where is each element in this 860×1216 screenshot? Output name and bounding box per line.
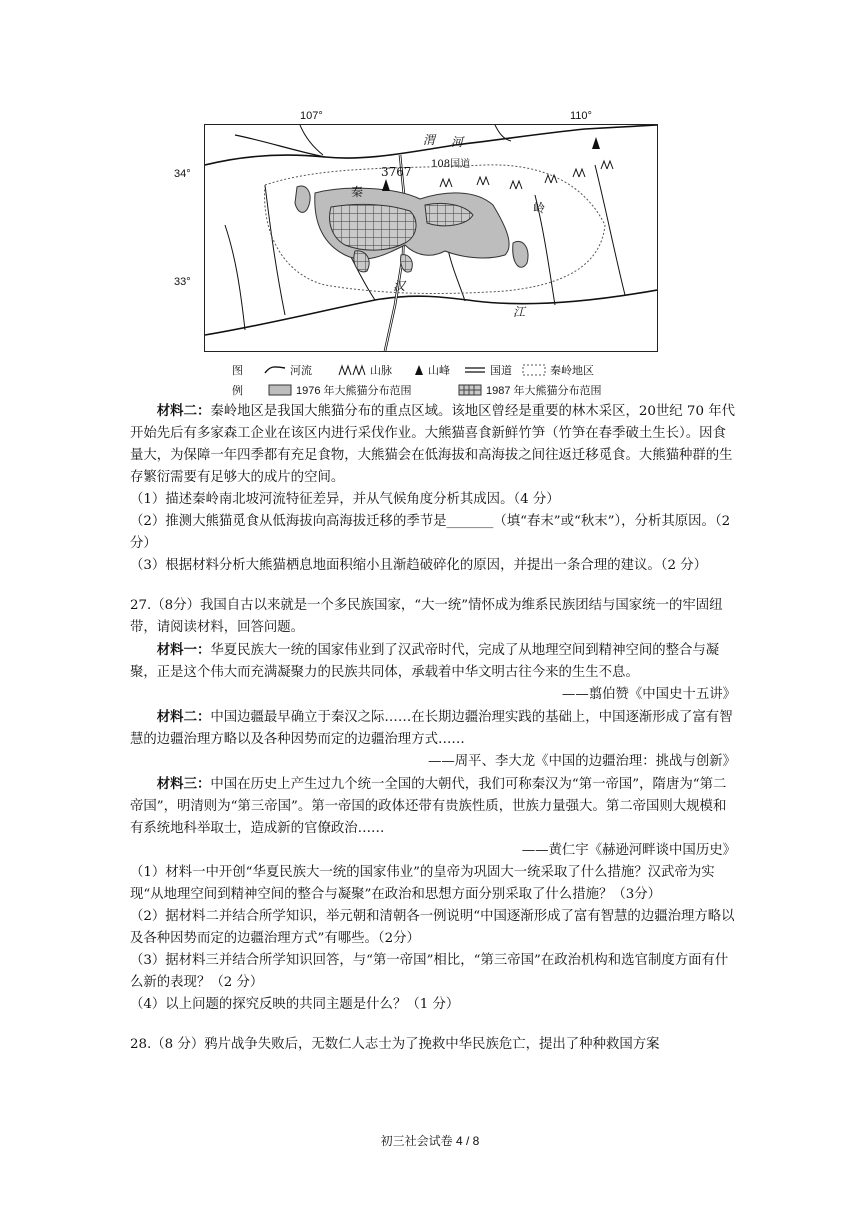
q27-sub4: （4）以上问题的探究反映的共同主题是什么？（1 分） [130,997,460,1012]
q26-material2 [130,400,736,489]
legend-1987-label: 1987 年大熊猫分布范围 [486,385,602,397]
legend-1987 [458,382,602,398]
q27-m2-text: 中国边疆最早确立于秦汉之际……在长期边疆治理实践的基础上，中国逐渐形成了富有智慧的边疆治理方略以及各种因势而定的边疆治理方式…… [130,710,733,747]
longitude-label-110: 110° [570,110,592,122]
river-char-wei: 渭 [423,133,436,147]
road-symbol-icon [464,366,486,374]
longitude-label-107: 107° [300,110,323,122]
river-char-he: 河 [451,135,464,149]
area-symbol-icon [522,364,546,376]
legend-peak [414,362,450,378]
q27-intro: 27.（8分）我国自古以来就是一个多民族国家，“大一统”情怀成为维系民族团结与国家统一的牢固纽带，请阅读材料，回答问题。 [130,598,723,635]
q27-m2-label: 材料二： [156,709,211,725]
legend-mountain-label: 山脉 [370,365,392,377]
legend-area-label: 秦岭地区 [550,365,594,377]
legend-river-label: 河流 [290,365,312,377]
legend-river [264,362,312,378]
mountain-char-qin: 秦 [351,185,364,199]
q27-m1-text: 华夏民族大一统的国家伟业到了汉武帝时代，完成了从地理空间到精神空间的整合与凝聚，正是这个伟大而充满凝聚力的民族共同体，承载着中华文明古往今来的生生不息。 [130,643,720,680]
q27-m3-text: 中国在历史上产生过九个统一全国的大朝代，我们可称秦汉为“第一帝国”，隋唐为“第二帝国”，明清则为“第三帝国”。第一帝国的政体还带有贵族性质，世族力量强大。第二帝国则大规模和有系统地科举取士，造成新的官僚政治…… [130,777,727,836]
q27-m2-source: ——周平、李大龙《中国的边疆治理：挑战与创新》 [428,754,736,769]
q27-material1 [130,639,736,684]
range-1987-symbol-icon [458,384,482,396]
latitude-label-33: 33° [174,276,191,288]
legend-title-tu: 图 [232,365,243,377]
road-label: 108国道 [431,159,471,170]
legend-mountain [338,362,392,378]
q27-m3-source: ——黄仁宇《赫逊河畔谈中国历史》 [521,843,736,858]
map-legend [232,360,652,400]
legend-1976 [268,382,412,398]
page-footer: 初三社会试卷 4 / 8 [380,1134,480,1148]
q27-m3-label: 材料三： [156,776,211,792]
q27-material3 [130,773,736,840]
legend-peak-label: 山峰 [428,365,450,377]
legend-road-label: 国道 [490,365,512,377]
legend-1976-label: 1976 年大熊猫分布范围 [296,385,412,397]
q27-material2 [130,706,736,751]
q27-sub1: （1）材料一中开创“华夏民族大一统的国家伟业”的皇帝为巩固大一统采取了什么措施？汉武帝为实现“从地理空间到精神空间的整合与凝聚”在政治和思想方面分别采取了什么措施？（3分） [130,865,715,902]
han-river-line [205,290,657,335]
river-char-han: 汉 [393,279,406,293]
mountain-symbol-icon [338,364,366,376]
legend-area [522,362,594,378]
q26-sub3: （3）根据材料分析大熊猫栖息地面积缩小且渐趋破碎化的原因，并提出一条合理的建议。（2 分） [130,558,707,573]
q26-sub2: （2）推测大熊猫觅食从低海拔向高海拔迁移的季节是_______（填“春末”或“秋末”），分析其原因。（2 分） [130,514,731,551]
q26-material2-label: 材料二： [156,403,211,419]
legend-title-li: 例 [232,385,243,397]
range-1976-symbol-icon [268,384,292,396]
q27-sub3: （3）据材料三并结合所学知识回答，与“第一帝国”相比，“第三帝国”在政治机构和选官制度方面有什么新的表现？（2 分） [130,953,729,990]
river-char-jiang: 江 [513,305,526,319]
range-1987-area [330,204,416,250]
legend-road [464,362,512,378]
q26-sub1: （1）描述秦岭南北坡河流特征差异，并从气候角度分析其成因。（4 分） [130,492,560,507]
river-symbol-icon [264,365,286,375]
q27-m1-label: 材料一： [156,642,211,658]
latitude-label-34: 34° [174,168,191,180]
qinling-map [160,104,660,404]
q27-sub2: （2）据材料二并结合所学知识，举元朝和清朝各一例说明“中国逐渐形成了富有智慧的边疆治理方略以及各种因势而定的边疆治理方式”有哪些。（2分） [130,909,735,946]
q27-m1-source: ——翦伯赞《中国史十五讲》 [561,687,736,702]
question-content [130,400,736,1056]
q26-material2-text: 秦岭地区是我国大熊猫分布的重点区域。该地区曾经是重要的林木采区，20世纪 70 年代开始先后有多家森工企业在该区内进行采伐作业。大熊猫喜食新鲜竹笋（竹笋在春季破土生长）。因食量大，为保障一年四季都有充足食物，大熊猫会在低海拔和高海拔之间往返迁移觅食。大熊猫种群的生存繁衍需要有足够大的成片的空间。 [130,404,736,485]
peak-symbol-icon [414,364,424,376]
peak-height-label: 3767 [381,165,412,179]
map-frame [204,124,658,352]
mountain-char-ling: 岭 [533,201,546,215]
q28-intro: 28.（8 分）鸦片战争失败后，无数仁人志士为了挽救中华民族危亡，提出了种种救国方案 [130,1037,660,1052]
